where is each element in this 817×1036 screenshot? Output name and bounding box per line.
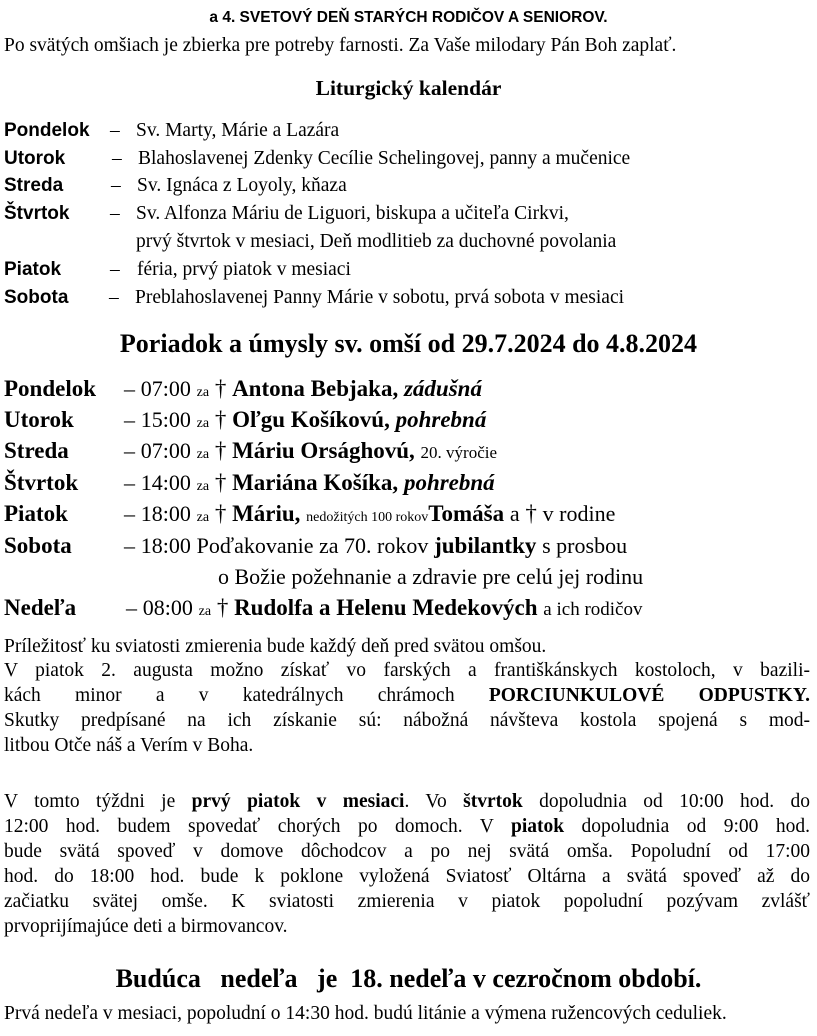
mass-za: za (196, 385, 210, 400)
paragraph-text: 12:00 hod. budem spovedať chorých po domoch. V (4, 816, 494, 837)
mass-intention-name: jubilantky (434, 533, 537, 558)
mass-day: Streda (4, 438, 69, 463)
paragraph-line: Príležitosť ku sviatosti zmierenia bude každý deň pred svätou omšou. (4, 636, 547, 657)
mass-za: za (196, 416, 210, 431)
calendar-dash: – (109, 287, 119, 308)
mass-row-continuation (218, 563, 643, 591)
calendar-dash: – (112, 148, 122, 169)
calendar-dash: – (111, 175, 121, 196)
cross-symbol: † (214, 470, 227, 495)
mass-time: 15:00 (140, 407, 191, 432)
mass-intention-rest: v rodine (542, 501, 616, 526)
mass-intention-text: s prosbou (542, 533, 628, 558)
paragraph-line: V piatok 2. augusta možno získať vo farských a františkánskych kostoloch, v bazili- (4, 660, 810, 681)
mass-time: 14:00 (140, 470, 191, 495)
mass-time: 18:00 (140, 501, 191, 526)
calendar-day: Pondelok (4, 120, 90, 141)
cross-symbol: † (214, 438, 227, 463)
mass-intention-name: Rudolfa a Helenu Medekových (234, 595, 538, 620)
mass-intention-note: a ich rodičov (543, 599, 643, 620)
calendar-day: Streda (4, 175, 64, 196)
mass-row-detail (126, 594, 642, 626)
mass-row-detail (124, 500, 615, 532)
calendar-text: Sv. Ignáca z Loyoly, kňaza (137, 175, 347, 196)
paragraph-text: kách minor a v katedrálnych chrámoch (4, 685, 455, 706)
calendar-day: Sobota (4, 287, 69, 308)
mass-day: Sobota (4, 533, 72, 558)
calendar-title: Liturgický kalendár (315, 76, 502, 100)
mass-time: 08:00 (142, 595, 193, 620)
mass-row (4, 532, 72, 560)
mass-row-detail (124, 406, 486, 438)
next-sunday-title: Budúca nedeľa je 18. nedeľa v cezročnom období. (115, 964, 702, 993)
first-friday-highlight: prvý piatok v mesiaci (191, 791, 405, 812)
mass-intention-note: nedožitých 100 rokov (306, 510, 429, 525)
calendar-text: féria, prvý piatok v mesiaci (137, 259, 351, 280)
cross-symbol: † (214, 501, 227, 526)
mass-intention-name: Antona Bebjaka, (232, 376, 399, 401)
paragraph-text: dopoludnia od 10:00 hod. do (539, 791, 811, 812)
mass-row (4, 375, 96, 403)
cross-symbol: † (214, 376, 227, 401)
friday-highlight: piatok (510, 816, 565, 837)
cross-symbol: † (216, 595, 229, 620)
paragraph-line: bude svätá spoveď v domove dôchodcov a po nej svätá omša. Popoludní od 17:00 (4, 841, 810, 862)
paragraph-line (4, 790, 810, 814)
mass-za: za (196, 479, 210, 494)
mass-day: Utorok (4, 407, 74, 432)
mass-intention-name: Máriu, (232, 501, 301, 526)
mass-row-detail (124, 375, 482, 407)
mass-row-detail (124, 437, 497, 469)
calendar-text: Preblahoslavenej Panny Márie v sobotu, prvá sobota v mesiaci (135, 287, 625, 308)
calendar-day: Štvrtok (4, 203, 70, 224)
mass-day: Pondelok (4, 376, 97, 401)
mass-intention-note: zádušná (403, 376, 482, 401)
paragraph-line (4, 815, 810, 839)
mass-row (4, 406, 74, 434)
mass-intention-note: 20. výročie (420, 443, 498, 462)
paragraph-text: dopoludnia od 9:00 hod. (581, 816, 810, 837)
paragraph-line: prvoprijímajúce deti a birmovancov. (4, 916, 288, 937)
mass-intention-name-2: Tomáša (428, 501, 505, 526)
calendar-text: Blahoslavenej Zdenky Cecílie Schelingovej, panny a mučenice (138, 148, 631, 169)
header-collection-note: Po svätých omšiach je zbierka pre potreby farnosti. Za Vaše milodary Pán Boh zaplať. (4, 35, 677, 56)
calendar-dash: – (110, 259, 120, 280)
mass-intention-text: o Božie požehnanie a zdravie pre celú jej rodinu (218, 564, 644, 589)
mass-dash: – (124, 501, 135, 526)
paragraph-text: . Vo (404, 791, 447, 812)
calendar-dash: – (110, 120, 120, 141)
mass-intention-note: pohrebná (395, 407, 487, 432)
mass-dash: – (126, 595, 137, 620)
calendar-dash: – (110, 203, 120, 224)
paragraph-line: litbou Otče náš a Verím v Boha. (4, 735, 254, 756)
calendar-text: Sv. Marty, Márie a Lazára (136, 120, 340, 141)
mass-row (4, 437, 69, 465)
mass-za: za (198, 604, 212, 619)
paragraph-line: hod. do 18:00 hod. bude k poklone vyložená Sviatosť Oltárna a svätá spoveď až do (4, 866, 810, 887)
mass-dash: – (124, 470, 135, 495)
paragraph-line: začiatku svätej omše. K sviatosti zmierenia v piatok popoludní pozývam zvlášť (4, 891, 810, 912)
calendar-day: Piatok (4, 259, 62, 280)
thursday-highlight: štvrtok (463, 791, 523, 812)
header-title: a 4. SVETOVÝ DEŇ STARÝCH RODIČOV A SENIOROV. (209, 9, 608, 26)
mass-za: za (196, 447, 210, 462)
paragraph-line (4, 684, 810, 708)
mass-row (4, 500, 68, 528)
paragraph-text: V tomto týždni je (4, 791, 176, 812)
mass-schedule-title: Poriadok a úmysly sv. omší od 29.7.2024 do 4.8.2024 (119, 329, 698, 358)
calendar-text: Sv. Alfonza Máriu de Liguori, biskupa a učiteľa Cirkvi, (136, 203, 569, 224)
mass-intention-name: Oľgu Košíkovú, (232, 407, 390, 432)
mass-row (4, 594, 76, 622)
mass-za: za (196, 510, 210, 525)
calendar-day: Utorok (4, 148, 66, 169)
mass-dash: – (124, 376, 135, 401)
mass-row-detail (124, 469, 495, 501)
mass-dash: – (124, 438, 135, 463)
indulgence-highlight: PORCIUNKULOVÉ ODPUSTKY. (488, 685, 811, 706)
mass-day: Nedeľa (4, 595, 77, 620)
mass-day: Piatok (4, 501, 68, 526)
cross-symbol: † (525, 501, 537, 526)
cross-symbol: † (214, 407, 227, 432)
mass-day: Štvrtok (4, 470, 79, 495)
mass-intention-text: Poďakovanie za 70. rokov (196, 533, 429, 558)
footer-note: Prvá nedeľa v mesiaci, popoludní o 14:30 hod. budú litánie a výmena ružencových ceduliek. (4, 1003, 727, 1024)
calendar-text: prvý štvrtok v mesiaci, Deň modlitieb za duchovné povolania (136, 231, 617, 252)
mass-row (4, 469, 78, 497)
mass-time: 07:00 (140, 376, 191, 401)
mass-time: 07:00 (140, 438, 191, 463)
mass-dash: – (124, 533, 135, 558)
mass-row-detail (124, 532, 627, 560)
mass-conjunction: a (509, 501, 520, 526)
mass-intention-note: pohrebná (403, 470, 495, 495)
mass-time: 18:00 (140, 533, 191, 558)
mass-intention-name: Mariána Košíka, (232, 470, 399, 495)
paragraph-line: Skutky predpísané na ich získanie sú: nábožná návšteva kostola spojená s mod- (4, 710, 810, 731)
mass-dash: – (124, 407, 135, 432)
mass-intention-name: Máriu Orsághovú, (232, 438, 415, 463)
